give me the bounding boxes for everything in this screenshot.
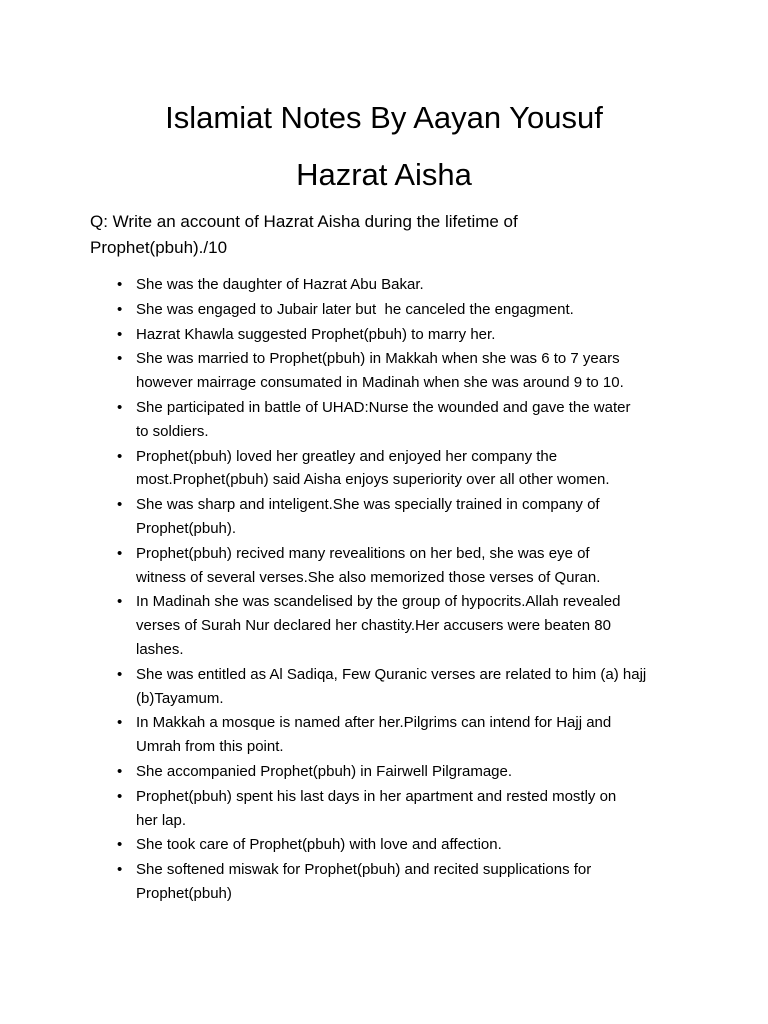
list-item-text: She was sharp and inteligent.She was specially trained in company of xyxy=(136,496,600,514)
question xyxy=(90,209,768,261)
list-item-text: to soldiers. xyxy=(136,422,209,440)
list-item xyxy=(117,445,768,493)
list-item-text: verses of Surah Nur declared her chastity.Her accusers were beaten 80 xyxy=(136,617,611,635)
list-item-text: Prophet(pbuh) spent his last days in her apartment and rested mostly on xyxy=(136,787,617,805)
list-item-text: Prophet(pbuh). xyxy=(136,519,237,537)
bullet-icon: • xyxy=(117,861,123,879)
bullet-icon: • xyxy=(117,836,123,854)
list-item xyxy=(117,760,768,784)
bullet-icon: • xyxy=(117,787,123,805)
list-item-text: In Makkah a mosque is named after her.Pilgrims can intend for Hajj and xyxy=(136,714,612,732)
list-item-text: She accompanied Prophet(pbuh) in Fairwell Pilgramage. xyxy=(136,762,513,780)
question-line: Q: Write an account of Hazrat Aisha during the lifetime of xyxy=(90,212,518,231)
bullet-icon: • xyxy=(117,398,123,416)
list-item-text: She was married to Prophet(pbuh) in Makkah when she was 6 to 7 years xyxy=(136,350,620,368)
bullet-icon: • xyxy=(117,496,123,514)
list-item-text: She was entitled as Al Sadiqa, Few Quranic verses are related to him (a) hajj xyxy=(136,665,647,683)
bullet-icon: • xyxy=(117,593,123,611)
list-item xyxy=(117,542,768,590)
list-item xyxy=(117,590,768,661)
list-item xyxy=(117,833,768,857)
list-item xyxy=(117,711,768,759)
question-line: Prophet(pbuh)./10 xyxy=(90,238,228,257)
list-item-text: (b)Tayamum. xyxy=(136,689,224,707)
list-item-text: She participated in battle of UHAD:Nurse the wounded and gave the water xyxy=(136,398,631,416)
list-item-text: She was engaged to Jubair later but he canceled the engagment. xyxy=(136,300,574,318)
bullet-icon: • xyxy=(117,665,123,683)
list-item-text: Umrah from this point. xyxy=(136,738,284,756)
bullet-icon: • xyxy=(117,447,123,465)
list-item-text: her lap. xyxy=(136,811,187,829)
list-item-text: Prophet(pbuh) loved her greatley and enjoyed her company the xyxy=(136,447,558,465)
list-item-text: Prophet(pbuh) xyxy=(136,884,232,902)
list-item-text: Hazrat Khawla suggested Prophet(pbuh) to marry her. xyxy=(136,325,496,343)
bullet-icon: • xyxy=(117,714,123,732)
answer-list xyxy=(0,273,768,906)
list-item xyxy=(117,347,768,395)
list-item xyxy=(117,858,768,906)
list-item-text: She was the daughter of Hazrat Abu Bakar. xyxy=(136,276,424,293)
bullet-icon: • xyxy=(117,276,123,293)
list-item xyxy=(117,493,768,541)
page-subtitle: Hazrat Aisha xyxy=(296,157,472,192)
bullet-icon: • xyxy=(117,300,123,318)
list-item-text: Prophet(pbuh) recived many revealitions on her bed, she was eye of xyxy=(136,544,590,562)
list-item-text: witness of several verses.She also memorized those verses of Quran. xyxy=(136,568,601,586)
bullet-icon: • xyxy=(117,544,123,562)
bullet-icon: • xyxy=(117,762,123,780)
list-item-text: In Madinah she was scandelised by the group of hypocrits.Allah revealed xyxy=(136,593,621,611)
list-item xyxy=(117,785,768,833)
list-item-text: She took care of Prophet(pbuh) with love and affection. xyxy=(136,836,502,854)
list-item-text: She softened miswak for Prophet(pbuh) and recited supplications for xyxy=(136,861,592,879)
list-item xyxy=(117,298,768,322)
list-item-text: lashes. xyxy=(136,640,184,658)
page-title: Islamiat Notes By Aayan Yousuf xyxy=(165,100,603,135)
bullet-icon: • xyxy=(117,325,123,343)
list-item-text: however mairrage consumated in Madinah when she was around 9 to 10. xyxy=(136,374,624,392)
list-item xyxy=(117,323,768,347)
list-item-text: most.Prophet(pbuh) said Aisha enjoys superiority over all other women. xyxy=(136,471,610,489)
list-item xyxy=(117,663,768,711)
bullet-icon: • xyxy=(117,350,123,368)
list-item xyxy=(117,273,768,297)
list-item xyxy=(117,396,768,444)
